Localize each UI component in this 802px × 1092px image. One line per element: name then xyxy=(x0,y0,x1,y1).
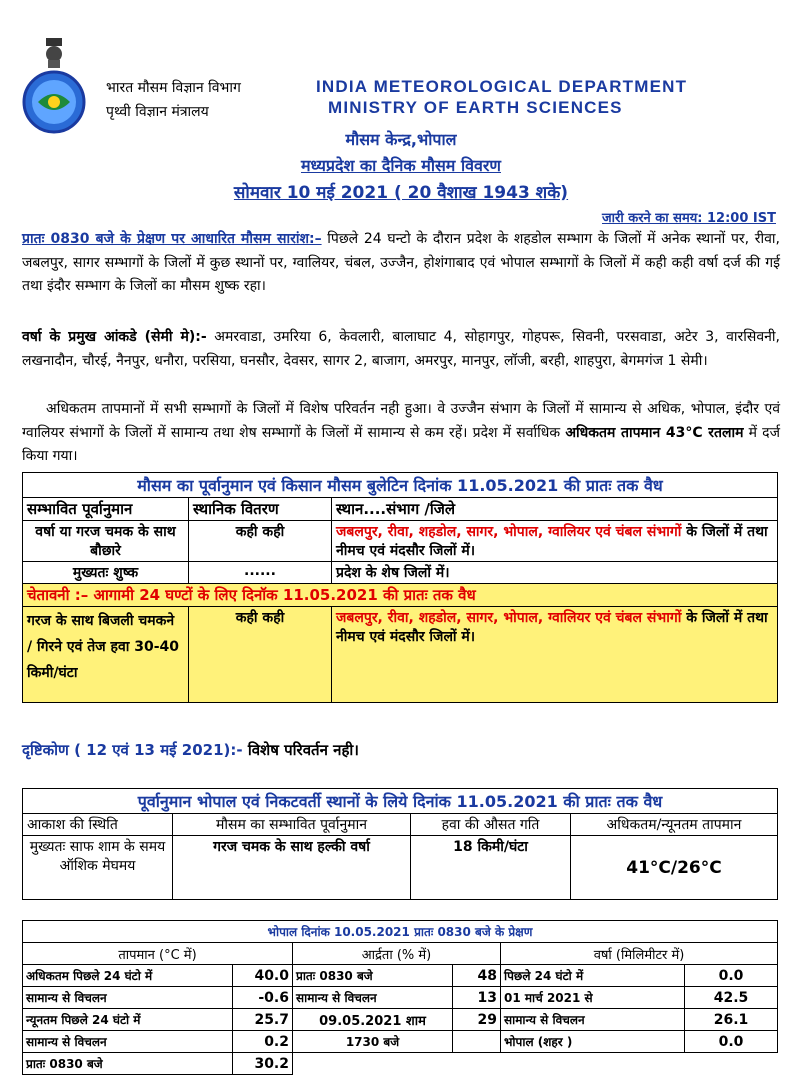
obs-value: 0.0 xyxy=(685,1031,778,1053)
obs-value: 29 xyxy=(453,1009,501,1031)
table-row xyxy=(23,965,778,987)
obs-value: 40.0 xyxy=(233,965,293,987)
hindi-dept-line1: भारत मौसम विज्ञान विभाग xyxy=(106,80,241,96)
obs-value xyxy=(453,1031,501,1053)
summary-paragraph xyxy=(22,228,780,299)
location-red: जबलपुर, रीवा, शहडोल, सागर, भोपाल, ग्वालियर एवं चंबल संभागों xyxy=(336,524,682,540)
rain-group-header: वर्षा (मिलिमीटर में) xyxy=(501,943,778,965)
temp-header: अधिकतम/न्यूनतम तापमान xyxy=(571,814,778,836)
english-department-name xyxy=(316,76,687,118)
obs-value: 0.2 xyxy=(233,1031,293,1053)
outlook-label: दृष्टिकोण ( 12 एवं 13 मई 2021):- xyxy=(22,741,243,759)
temperature-paragraph xyxy=(22,398,780,469)
obs-value: 26.1 xyxy=(685,1009,778,1031)
obs-value: 25.7 xyxy=(233,1009,293,1031)
temp-text1: अधिकतम तापमानों में सभी सम्भागों के जिलों में विशेष परिवर्तन नही हुआ। वे उज्जैन संभाग के जिलों में सामान्य से अधिक, भोपाल, इंदौर एवं ग्वालियर संभागों के जिलों में सामान्य तथा शेष सम्भागों के जिलों में सामान्य से कम रहें। प्रदेश में सर्वाधिक xyxy=(22,401,780,441)
bhopal-forecast-table xyxy=(22,788,778,900)
empty-cell xyxy=(685,1053,778,1075)
obs-value: 30.2 xyxy=(233,1053,293,1075)
bhopal-forecast-title: पूर्वानुमान भोपाल एवं निकटवर्ती स्थानों के लिये दिनांक 11.05.2021 की प्रातः तक वैध xyxy=(23,789,778,814)
obs-value: -0.6 xyxy=(233,987,293,1009)
sky-value: मुख्यतः साफ शाम के समय ऑशिक मेघमय xyxy=(23,836,173,900)
table-row xyxy=(23,1053,778,1075)
forecast-row xyxy=(23,521,778,562)
obs-cell: पिछले 24 घंटो में xyxy=(501,965,685,987)
obs-cell: प्रातः 0830 बजे xyxy=(293,965,453,987)
temp-bold: अधिकतम तापमान 43°C रतलाम xyxy=(565,424,744,441)
summary-text: पिछले 24 घन्टो के दौरान प्रदेश के शहडोल सम्भाग के जिलों में अनेक स्थानों पर, रीवा, जबलपुर, सागर सम्भागों के जिलों में कुछ स्थानों पर, ग्वालियर, चंबल, उज्जैन, होशंगाबाद एवं भोपाल सम्भागों के जिलों में कही कही वर्षा दर्ज की गई तथा इंदौर सम्भाग के जिलों का मौसम शुष्क रहा। xyxy=(22,231,780,294)
issue-time xyxy=(602,208,776,226)
obs-cell: प्रातः 0830 बजे xyxy=(23,1053,233,1075)
warning-location-rest: के जिलों में तथा नीमच एवं मंदसौर जिलों में। xyxy=(336,610,768,645)
rainfall-paragraph xyxy=(22,326,780,373)
obs-cell: सामान्य से विचलन xyxy=(501,1009,685,1031)
obs-cell: न्यूनतम पिछले 24 घंटो में xyxy=(23,1009,233,1031)
forecast-table xyxy=(22,472,778,703)
outlook-text: विशेष परिवर्तन नही। xyxy=(242,741,359,759)
obs-cell: 1730 बजे xyxy=(293,1031,453,1053)
sky-header: आकाश की स्थिति xyxy=(23,814,173,836)
location-rest: के जिलों में तथा नीमच एवं मंदसौर जिलों में। xyxy=(336,524,768,559)
warning-title: चेतावनी :– आगामी 24 घण्टों के लिए दिनॉक 11.05.2021 की प्रातः तक वैध xyxy=(23,584,778,607)
warning-location-red: जबलपुर, रीवा, शहडोल, सागर, भोपाल, ग्वालियर एवं चंबल संभागों xyxy=(336,610,682,626)
report-date-text: सोमवार 10 मई 2021 ( 20 वैशाख 1943 शके) xyxy=(233,183,569,203)
distribution-cell: कही कही xyxy=(189,521,332,562)
empty-cell xyxy=(453,1053,501,1075)
warning-forecast-cell: गरज के साथ बिजली चमकने / गिरने एवं तेज हवा 30-40 किमी/घंटा xyxy=(23,607,189,703)
report-date xyxy=(0,180,802,203)
empty-cell xyxy=(293,1053,453,1075)
issue-time-value: 12:00 IST xyxy=(707,211,776,226)
report-title xyxy=(0,154,802,176)
wind-header: हवा की औसत गति xyxy=(411,814,571,836)
warning-distribution-cell: कही कही xyxy=(189,607,332,703)
eng-dept-line2: MINISTRY OF EARTH SCIENCES xyxy=(328,98,623,117)
rainfall-label: वर्षा के प्रमुख आंकडे (सेमी मे):- xyxy=(22,329,207,345)
hindi-department-name xyxy=(106,76,241,124)
obs-cell: सामान्य से विचलन xyxy=(23,1031,233,1053)
imd-emblem xyxy=(18,36,90,136)
forecast-cell: वर्षा या गरज चमक के साथ बौछारे xyxy=(23,521,189,562)
obs-value: 48 xyxy=(453,965,501,987)
location-cell xyxy=(332,521,778,562)
empty-cell xyxy=(501,1053,685,1075)
rainfall-text: अमरवाडा, उमरिया 6, केवलारी, बालाघाट 4, सोहागपुर, गोहपरू, सिवनी, परसवाडा, अटेर 3, वारसिवनी, लखनादौन, चौरई, नैनपुर, धनौरा, परसिया, घनसौर, देवसर, सागर 2, बाजाग, अमरपुर, मानपुर, लॉजी, बरही, शाहपुरा, बेगमगंज 1 सेमी। xyxy=(22,329,780,369)
obs-value: 0.0 xyxy=(685,965,778,987)
hindi-dept-line2: पृथ्वी विज्ञान मंत्रालय xyxy=(106,104,209,120)
warning-row xyxy=(23,607,778,703)
forecast-cell: मुख्यतः शुष्क xyxy=(23,562,189,584)
distribution-cell: ...... xyxy=(189,562,332,584)
emblem-icon xyxy=(18,36,90,136)
table-row xyxy=(23,987,778,1009)
table-row xyxy=(23,1031,778,1053)
col-location-header: स्थान....संभाग /जिले xyxy=(332,498,778,521)
forecast-row xyxy=(23,562,778,584)
outlook-line xyxy=(22,740,359,760)
obs-cell: अधिकतम पिछले 24 घंटो में xyxy=(23,965,233,987)
obs-cell: 01 मार्च 2021 से xyxy=(501,987,685,1009)
observation-table xyxy=(22,920,778,1075)
weather-header: मौसम का सम्भावित पूर्वानुमान xyxy=(173,814,411,836)
obs-value: 13 xyxy=(453,987,501,1009)
center-name: मौसम केन्द्र,भोपाल xyxy=(345,130,457,149)
table-row xyxy=(23,1009,778,1031)
obs-value: 42.5 xyxy=(685,987,778,1009)
obs-cell: सामान्य से विचलन xyxy=(293,987,453,1009)
temp-value: 41°C/26°C xyxy=(571,836,778,900)
wind-value: 18 किमी/घंटा xyxy=(411,836,571,900)
warning-location-cell xyxy=(332,607,778,703)
humidity-group-header: आर्द्रता (% में) xyxy=(293,943,501,965)
obs-cell: भोपाल (शहर ) xyxy=(501,1031,685,1053)
forecast-title: मौसम का पूर्वानुमान एवं किसान मौसम बुलेटिन दिनांक 11.05.2021 की प्रातः तक वैध xyxy=(23,473,778,498)
col-distribution-header: स्थानिक वितरण xyxy=(189,498,332,521)
report-title-text: मध्यप्रदेश का दैनिक मौसम विवरण xyxy=(300,156,501,175)
temp-group-header: तापमान (°C में) xyxy=(23,943,293,965)
weather-value: गरज चमक के साथ हल्की वर्षा xyxy=(173,836,411,900)
obs-cell: 09.05.2021 शाम xyxy=(293,1009,453,1031)
location-cell: प्रदेश के शेष जिलों में। xyxy=(332,562,778,584)
col-forecast-header: सम्भावित पूर्वानुमान xyxy=(23,498,189,521)
issue-label: जारी करने का समय: xyxy=(602,211,703,226)
eng-dept-line1: INDIA METEOROLOGICAL DEPARTMENT xyxy=(316,77,688,96)
obs-cell: सामान्य से विचलन xyxy=(23,987,233,1009)
observation-title: भोपाल दिनांक 10.05.2021 प्रातः 0830 बजे के प्रेक्षण xyxy=(23,921,778,943)
temp-text2: में दर्ज किया गया। xyxy=(22,424,781,464)
summary-label: प्रातः 0830 बजे के प्रेक्षण पर आधारित मौसम सारांश:– xyxy=(22,231,322,247)
